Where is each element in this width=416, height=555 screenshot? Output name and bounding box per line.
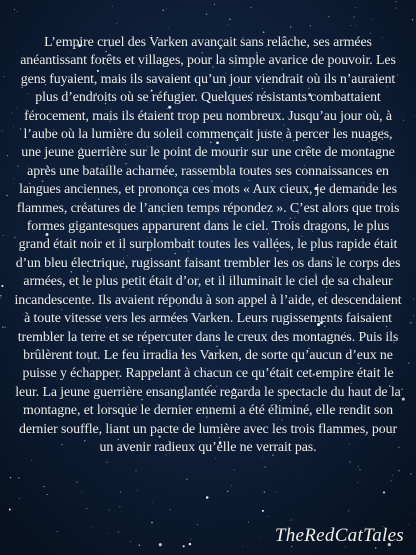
star [170,509,171,510]
signature-watermark: TheRedCatTales [274,525,404,546]
star [265,466,266,467]
star [206,13,208,15]
star [371,19,372,20]
star [227,25,228,26]
star [6,195,7,196]
star [233,469,234,470]
star [267,516,268,517]
star [231,485,232,486]
star [106,462,108,464]
star [1,285,3,287]
star [410,322,411,323]
star [141,18,142,19]
star [18,477,19,478]
star [3,235,4,236]
star [9,411,10,412]
star [328,16,329,17]
star [395,7,397,9]
star [229,19,231,21]
star [87,508,88,509]
star [130,541,131,542]
star [76,481,77,482]
star [259,537,260,538]
star [5,327,6,328]
star [97,12,98,13]
star [139,544,141,546]
star [358,466,359,467]
star [166,9,167,10]
star [43,486,44,487]
star [408,525,409,526]
star [290,26,291,27]
star [375,547,376,548]
star [351,25,352,26]
star [9,509,11,511]
star [57,531,58,532]
star [413,299,414,300]
star [81,491,82,492]
star [396,1,397,2]
star [116,23,117,24]
star [348,510,350,512]
star [112,6,113,7]
star [31,460,32,461]
star [251,7,252,8]
star [10,477,11,478]
star [402,398,405,401]
star [215,458,216,459]
star [349,461,350,462]
star [0,295,1,296]
star [227,490,229,492]
star [168,27,169,28]
star [264,491,266,493]
star [262,510,264,512]
star [206,496,209,499]
star [408,362,409,363]
star [359,469,360,470]
star [263,31,265,33]
star [17,11,18,12]
star [242,546,243,547]
star [398,470,400,472]
star [413,513,414,514]
star [392,475,393,476]
star [7,155,8,156]
star [190,539,191,540]
star [189,543,191,545]
star [109,509,111,511]
star [310,25,311,26]
star [197,524,198,525]
star [136,470,137,471]
star [159,543,162,546]
star [91,527,92,528]
star [248,522,249,523]
star [357,482,358,483]
star [1,130,2,131]
star [414,116,415,117]
star [183,545,185,547]
star [151,522,153,524]
star [356,25,357,26]
star [214,4,215,5]
star [47,494,48,495]
star [410,473,411,474]
star [119,506,120,507]
star [355,7,356,8]
star [403,120,404,121]
star [412,19,413,20]
star [413,315,415,317]
star [152,502,153,503]
star [299,472,300,473]
star [19,498,20,499]
star [290,519,291,520]
story-text: L’empire cruel des Varken avançait sans relâche, ses armées anéantissant forêts et villages, pour la simple avarice de pouvoir. Les gens fuyaient, mais ils savaient qu’un jour viendrait où ils n’auraient plus d’endroits où se réfugier. Quelques résistants combattaient férocement, mais ils étaient trop peu nombreux. Jusqu’au jour où, à l’aube où la lumière du soleil commençait juste à percer les nuages, une jeune guerrière sur le point de mourir sur une crête de montagne après une bataille acharnée, rassembla toutes ses connaissances en langues anciennes, et prononça ces mots « Aux cieux, je demande les flammes, créatures de l’ancien temps répondez ». C’est alors que trois formes gigantesques apparurent dans le ciel. Trois dragons, le plus grand était noir et il surplombait toutes les vallées, le plus rapide était d’un bleu électrique, rugissant faisant trembler les os dans le corps des armées, et le plus petit était d’or, et il illuminait le ciel de sa chaleur incandescente. Ils avaient répondu à son appel à l’aide, et descendaient à toute vitesse vers les armées Varken. Leurs rugissements faisaient trembler la terre et se répercuter dans le creux des montagnes. Puis ils brûlèrent tout. Le feu irradia les Varken, de sorte qu’aucun d’eux ne puisse y échapper. Rappelant à chacun ce qu’était cet empire était le leur. La jeune guerrière ensanglantée regarda le spectacle du haut de la montagne, et lorsque le dernier ennemi a été éliminé, elle rendit son dernier souffle, liant un pacte de lumière avec les trois flammes, pour un avenir radieux qu’elle ne verrait pas. [14,35,402,455]
star [3,76,4,77]
star [57,506,58,507]
star [120,491,121,492]
star [383,491,385,493]
star [118,531,119,532]
star [2,327,3,328]
star [136,490,137,491]
star [139,515,140,516]
star [186,479,187,480]
star [12,113,13,114]
star [162,10,163,11]
star [276,491,277,492]
star [108,533,109,534]
star [14,9,15,10]
star [390,480,391,481]
star [353,16,355,18]
star [1,297,2,298]
